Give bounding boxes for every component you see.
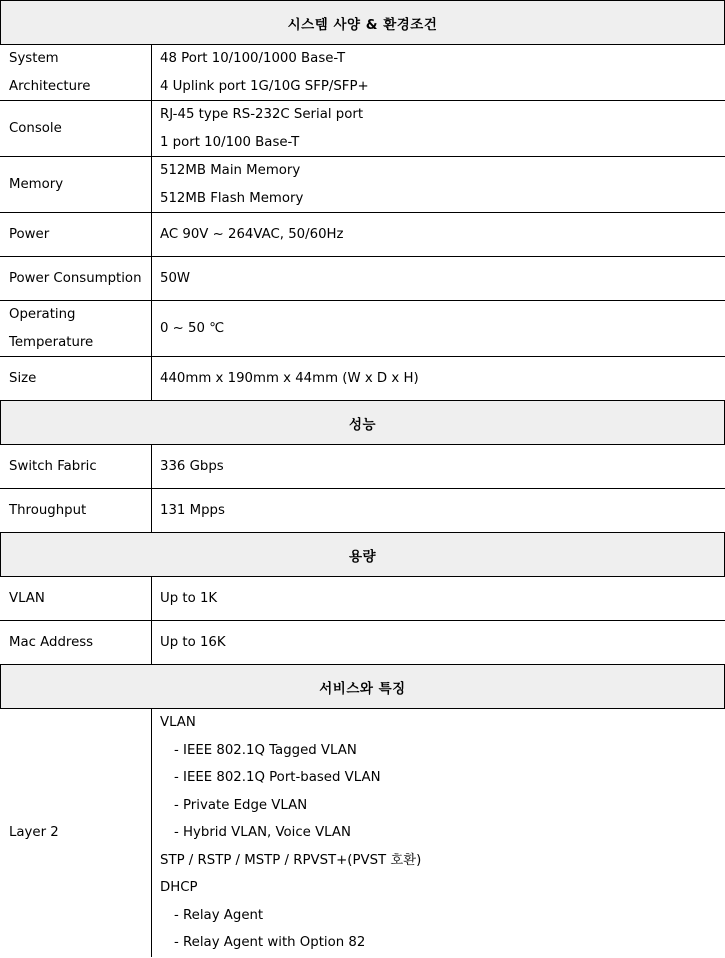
spec-value-line: Up to 16K	[160, 634, 226, 650]
spec-label: Power	[0, 213, 152, 256]
spec-value	[152, 45, 725, 100]
spec-value-line: 440mm x 190mm x 44mm (W x D x H)	[160, 370, 419, 386]
section-header: 시스템 사양 & 환경조건	[0, 1, 725, 45]
spec-value-line: AC 90V ~ 264VAC, 50/60Hz	[160, 226, 344, 242]
section-header: 서비스와 특징	[0, 665, 725, 709]
spec-value-line: - Relay Agent	[174, 907, 264, 923]
spec-row-size	[0, 357, 725, 401]
spec-value	[152, 257, 725, 300]
spec-label: Size	[0, 357, 152, 400]
spec-label: Layer 2	[0, 709, 152, 957]
spec-value-line: STP / RSTP / MSTP / RPVST+(PVST 호환)	[160, 852, 422, 868]
spec-label: Switch Fabric	[0, 445, 152, 488]
spec-value	[152, 101, 725, 156]
spec-value-line: 48 Port 10/100/1000 Base-T	[160, 51, 346, 66]
spec-value-line: 50W	[160, 270, 191, 286]
spec-row-console	[0, 101, 725, 157]
spec-row-switch-fabric	[0, 445, 725, 489]
spec-row-throughput	[0, 489, 725, 533]
spec-value	[152, 301, 725, 356]
spec-value	[152, 357, 725, 400]
spec-value	[152, 577, 725, 620]
spec-label: Memory	[0, 157, 152, 212]
spec-value-line: 0 ~ 50 ℃	[160, 320, 225, 336]
spec-value	[152, 489, 725, 532]
spec-label: Operating Temperature	[0, 301, 152, 356]
spec-row-power	[0, 213, 725, 257]
spec-label: System Architecture	[0, 45, 152, 100]
spec-label: Console	[0, 101, 152, 156]
spec-row-mac-address	[0, 621, 725, 665]
spec-value	[152, 157, 725, 212]
spec-label: Mac Address	[0, 621, 152, 664]
spec-value-line: 512MB Flash Memory	[160, 190, 304, 206]
spec-row-system-architecture	[0, 45, 725, 101]
section-header: 성능	[0, 401, 725, 445]
spec-value	[152, 709, 725, 957]
spec-label: VLAN	[0, 577, 152, 620]
spec-value-line: VLAN	[160, 715, 196, 731]
spec-row-layer-2	[0, 709, 725, 957]
spec-value-line: - Private Edge VLAN	[174, 797, 308, 813]
spec-row-vlan	[0, 577, 725, 621]
spec-value-line: - Relay Agent with Option 82	[174, 935, 366, 951]
spec-value	[152, 445, 725, 488]
spec-value-line: - IEEE 802.1Q Port-based VLAN	[174, 770, 381, 786]
spec-value	[152, 621, 725, 664]
spec-value-line: - IEEE 802.1Q Tagged VLAN	[174, 742, 357, 758]
spec-value	[152, 213, 725, 256]
spec-row-operating-temperature	[0, 301, 725, 357]
spec-value-line: DHCP	[160, 880, 198, 896]
spec-value-line: 512MB Main Memory	[160, 163, 301, 178]
spec-value-line: 4 Uplink port 1G/10G SFP/SFP+	[160, 78, 369, 94]
spec-label: Throughput	[0, 489, 152, 532]
spec-value-line: 1 port 10/100 Base-T	[160, 134, 300, 150]
spec-value-line: RJ-45 type RS-232C Serial port	[160, 107, 364, 122]
spec-value-line: 131 Mpps	[160, 502, 225, 518]
spec-label: Power Consumption	[0, 257, 152, 300]
spec-row-memory	[0, 157, 725, 213]
spec-value-line: - Hybrid VLAN, Voice VLAN	[174, 825, 351, 841]
spec-row-power-consumption	[0, 257, 725, 301]
spec-value-line: Up to 1K	[160, 590, 218, 606]
section-header: 용량	[0, 533, 725, 577]
spec-value-line: 336 Gbps	[160, 458, 224, 474]
